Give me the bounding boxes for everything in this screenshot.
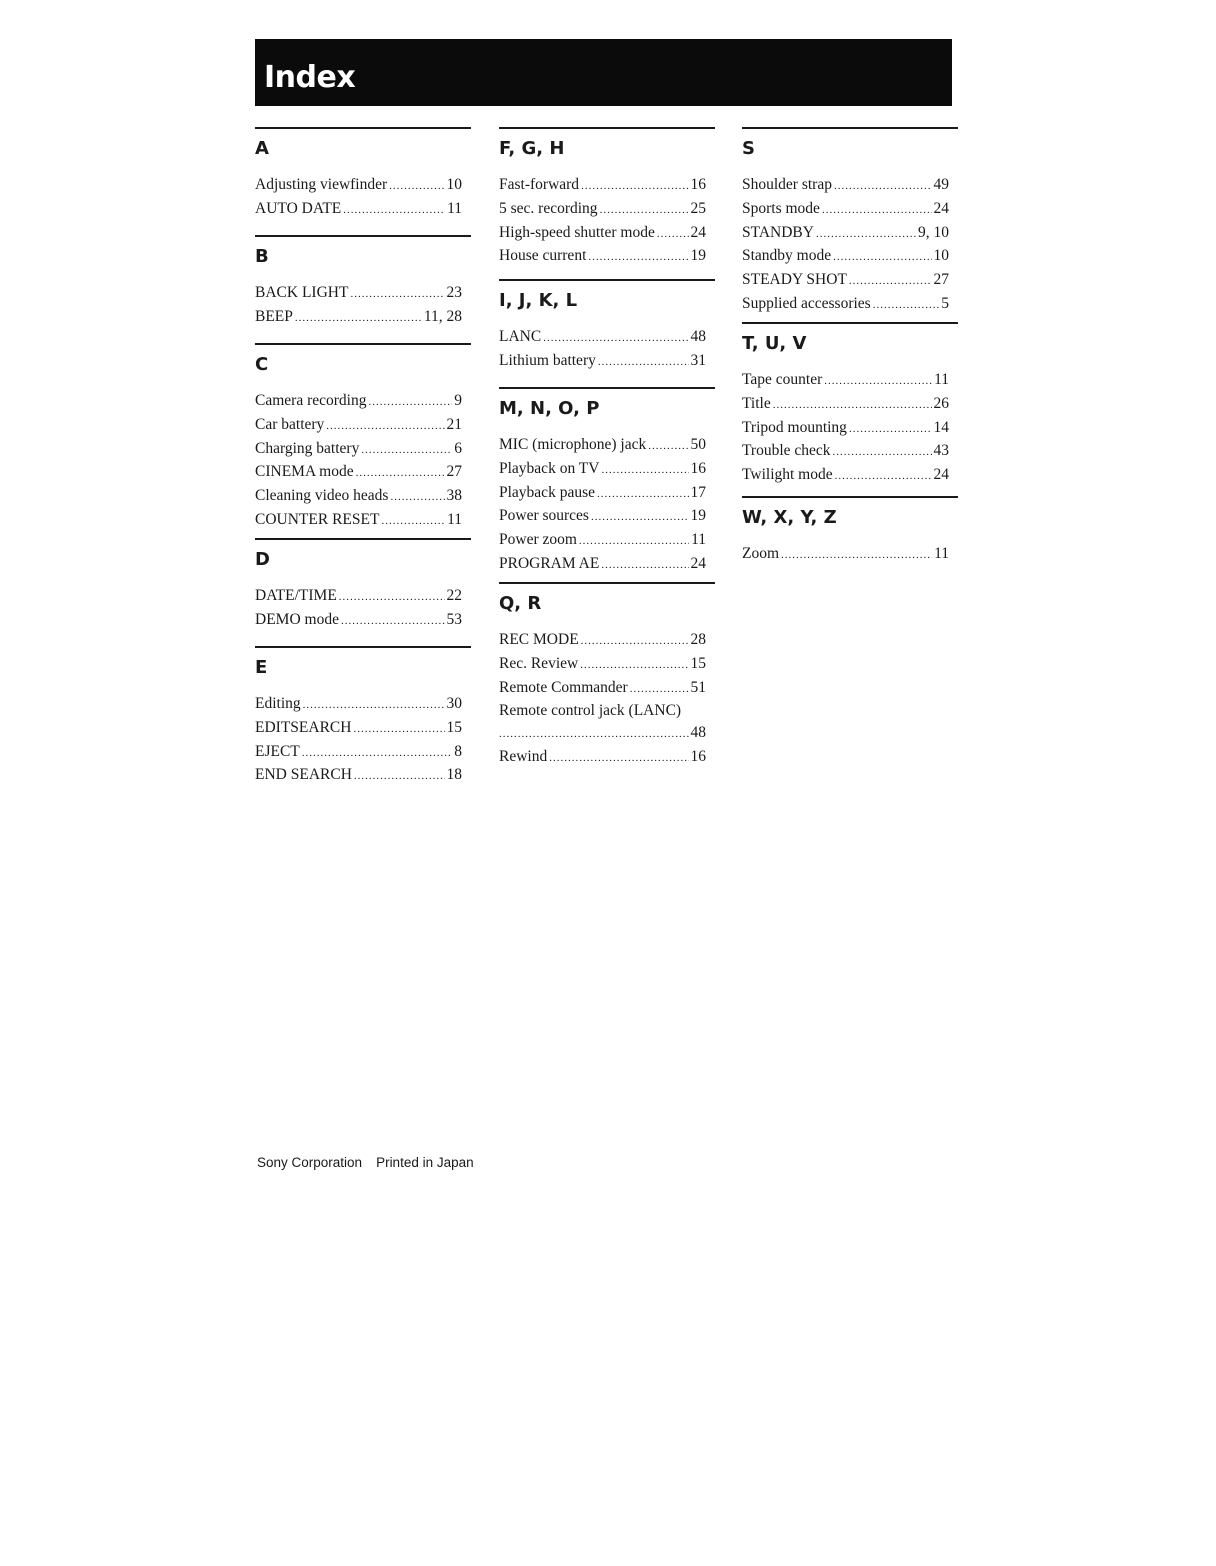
index-entry: MIC (microphone) jack ..... 50 xyxy=(499,434,706,458)
index-entry: Tape counter ..... 11 xyxy=(742,369,949,393)
index-entry: Lithium battery ..... 31 xyxy=(499,350,706,374)
section-divider xyxy=(255,235,471,237)
section-mnop xyxy=(499,387,715,577)
section-divider xyxy=(255,343,471,345)
index-entry: BACK LIGHT ..... 23 xyxy=(255,282,462,306)
index-entry: Playback on TV ..... 16 xyxy=(499,458,706,482)
index-entry: Sports mode ..... 24 xyxy=(742,198,949,222)
index-entry: Car battery ..... 21 xyxy=(255,414,462,438)
footer xyxy=(257,1155,474,1170)
index-entry: Supplied accessories ..... 5 xyxy=(742,293,949,317)
index-entry: Tripod mounting ..... 14 xyxy=(742,417,949,441)
section-divider xyxy=(255,646,471,648)
index-entry: Standby mode ..... 10 xyxy=(742,245,949,269)
section-fgh xyxy=(499,127,715,269)
index-entry: Remote Commander ..... 51 xyxy=(499,677,706,701)
section-divider xyxy=(499,582,715,584)
index-entry: STANDBY ..... 9, 10 xyxy=(742,222,949,246)
section-s xyxy=(742,127,958,317)
index-entry: EDITSEARCH ..... 15 xyxy=(255,717,462,741)
index-entry: EJECT ..... 8 xyxy=(255,741,462,765)
section-letter: D xyxy=(255,549,270,570)
index-entry: 5 sec. recording ..... 25 xyxy=(499,198,706,222)
section-letter: M, N, O, P xyxy=(499,398,600,419)
index-entry: Rec. Review ..... 15 xyxy=(499,653,706,677)
section-letter: Q, R xyxy=(499,593,542,614)
index-entry: Charging battery ..... 6 xyxy=(255,438,462,462)
footer-company: Sony Corporation xyxy=(257,1155,363,1170)
index-title-bar xyxy=(255,39,952,106)
section-qr xyxy=(499,582,715,770)
section-divider xyxy=(499,127,715,129)
index-entry: Playback pause ..... 17 xyxy=(499,482,706,506)
index-entry: END SEARCH ..... 18 xyxy=(255,764,462,788)
index-entry: DEMO mode ..... 53 xyxy=(255,609,462,633)
index-entry: Rewind ..... 16 xyxy=(499,746,706,770)
section-letter: C xyxy=(255,354,269,375)
section-divider xyxy=(742,127,958,129)
index-entry: Cleaning video heads ..... 38 xyxy=(255,485,462,509)
section-letter: B xyxy=(255,246,269,267)
index-entry: CINEMA mode ..... 27 xyxy=(255,461,462,485)
index-entry: Power zoom ..... 11 xyxy=(499,529,706,553)
section-divider xyxy=(499,279,715,281)
section-divider xyxy=(499,387,715,389)
section-divider xyxy=(255,127,471,129)
index-entry: High-speed shutter mode ..... 24 xyxy=(499,222,706,246)
section-d xyxy=(255,538,471,633)
section-letter: I, J, K, L xyxy=(499,290,578,311)
section-b xyxy=(255,235,471,330)
section-letter: E xyxy=(255,657,268,678)
page-title: Index xyxy=(264,60,356,95)
section-letter: S xyxy=(742,138,755,159)
section-tuv xyxy=(742,322,958,488)
section-letter: A xyxy=(255,138,269,159)
section-ijkl xyxy=(499,279,715,374)
index-entry: LANC ..... 48 xyxy=(499,326,706,350)
index-entry: PROGRAM AE ..... 24 xyxy=(499,553,706,577)
section-divider xyxy=(255,538,471,540)
section-divider xyxy=(742,322,958,324)
index-entry-continuation: ..... 48 xyxy=(499,722,706,746)
index-entry: Adjusting viewfinder ..... 10 xyxy=(255,174,462,198)
index-entry: REC MODE ..... 28 xyxy=(499,629,706,653)
section-letter: T, U, V xyxy=(742,333,807,354)
index-entry: Camera recording ..... 9 xyxy=(255,390,462,414)
section-letter: F, G, H xyxy=(499,138,565,159)
index-entry: Remote control jack (LANC) xyxy=(499,702,682,720)
index-entry: AUTO DATE ..... 11 xyxy=(255,198,462,222)
section-e xyxy=(255,646,471,788)
section-c xyxy=(255,343,471,533)
section-a xyxy=(255,127,471,222)
index-entry: House current ..... 19 xyxy=(499,245,706,269)
section-letter: W, X, Y, Z xyxy=(742,507,837,528)
index-entry: Twilight mode ..... 24 xyxy=(742,464,949,488)
index-entry: Power sources ..... 19 xyxy=(499,505,706,529)
index-entry: COUNTER RESET ..... 11 xyxy=(255,509,462,533)
index-entry: Title ..... 26 xyxy=(742,393,949,417)
index-entry: STEADY SHOT ..... 27 xyxy=(742,269,949,293)
index-entry: BEEP ..... 11, 28 xyxy=(255,306,462,330)
index-entry: DATE/TIME ..... 22 xyxy=(255,585,462,609)
footer-printed: Printed in Japan xyxy=(376,1155,474,1170)
index-entry: Trouble check ..... 43 xyxy=(742,440,949,464)
section-wxyz xyxy=(742,496,958,567)
index-entry: Zoom ..... 11 xyxy=(742,543,949,567)
index-entry: Fast-forward ..... 16 xyxy=(499,174,706,198)
section-divider xyxy=(742,496,958,498)
index-entry: Shoulder strap ..... 49 xyxy=(742,174,949,198)
index-entry: Editing ..... 30 xyxy=(255,693,462,717)
